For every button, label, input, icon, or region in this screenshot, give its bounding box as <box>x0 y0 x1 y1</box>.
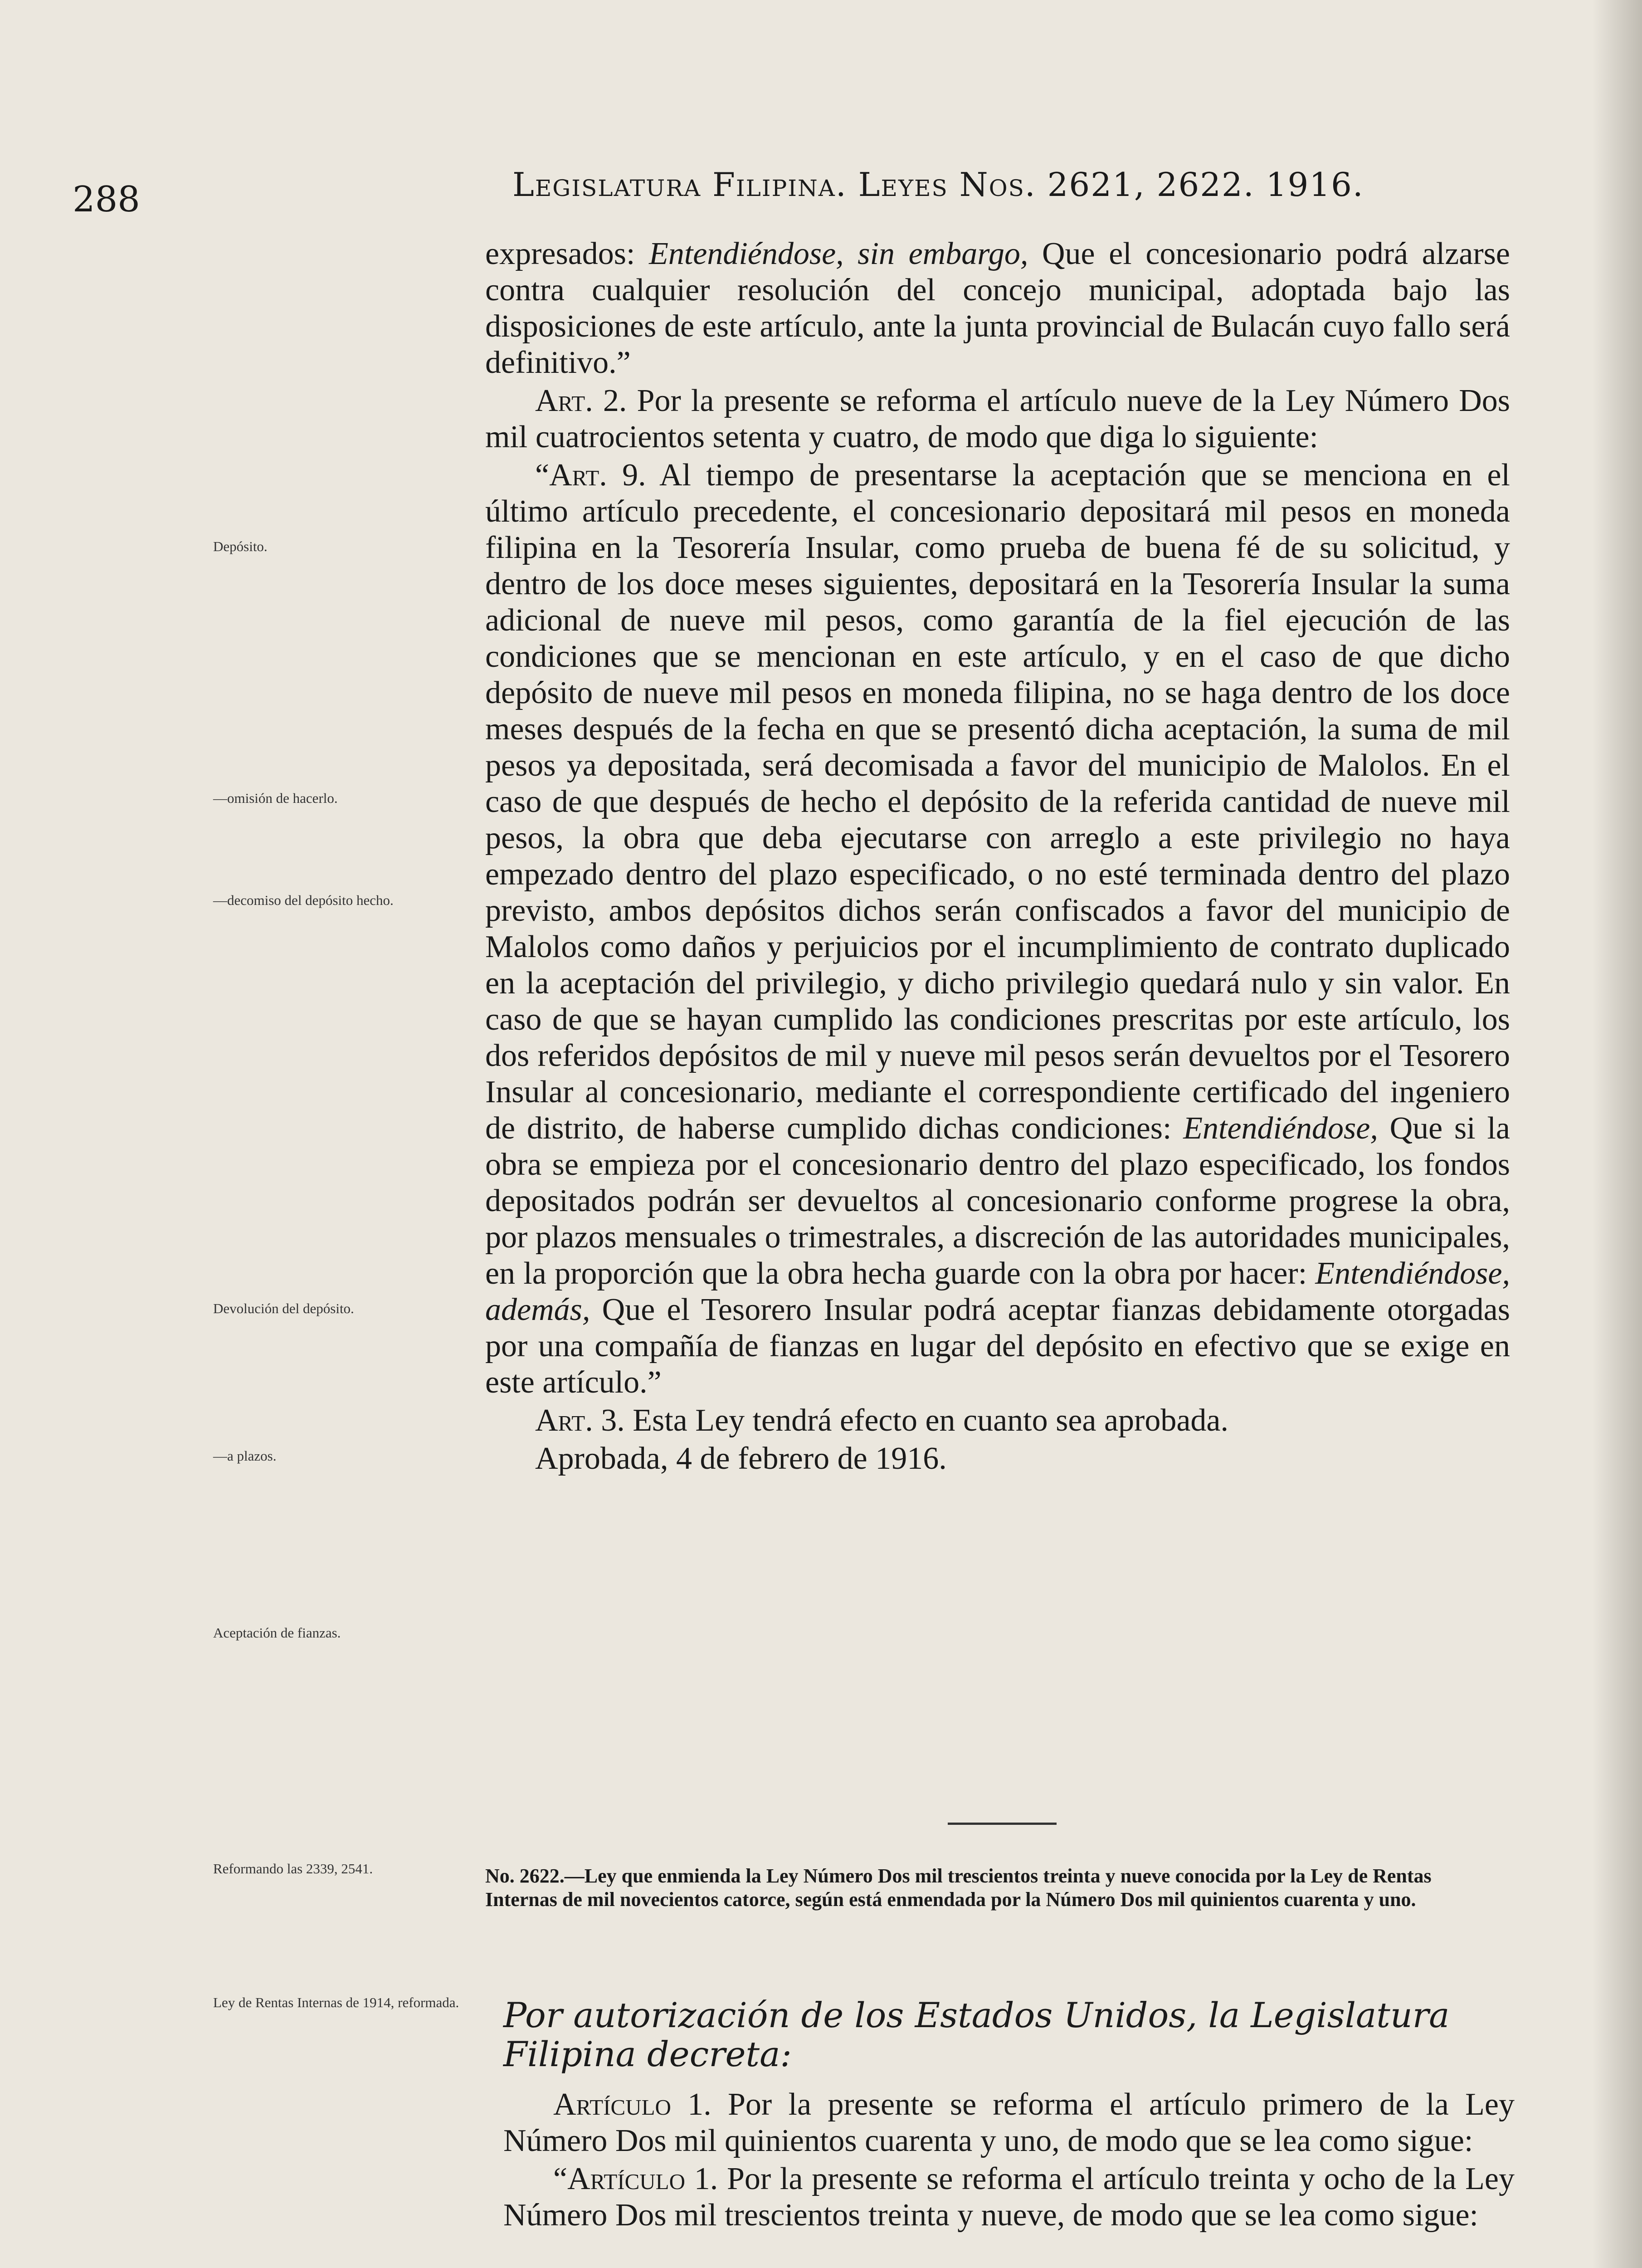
margin-note-aceptacion: Aceptación de fianzas. <box>213 1625 341 1641</box>
running-head: Legislatura Filipina. Leyes Nos. 2621, 2622. 1916. <box>512 166 1364 204</box>
law-2621-body <box>485 236 1510 1477</box>
paragraph-art-3: Art. 3. Esta Ley tendrá efecto en cuanto sea aprobada. <box>535 1403 1228 1438</box>
margin-note-plazos: —a plazos. <box>213 1448 277 1464</box>
page-number: 288 <box>73 179 140 220</box>
margin-note-decomiso: —decomiso del depósito hecho. <box>213 892 394 908</box>
paragraph-art-2: Art. 2. Por la presente se reforma el artículo nueve de la Ley Número Dos mil cuatrocientos setenta y cuatro, de modo que diga lo siguiente: <box>485 383 1510 455</box>
paragraph-articulo-1: Artículo 1. Por la presente se reforma el artículo primero de la Ley Número Dos mil quinientos cuarenta y uno, de modo que se lea como sigue: <box>503 2087 1515 2158</box>
law-2622-heading: No. 2622.—Ley que enmienda la Ley Número Dos mil trescientos treinta y nueve conocida por la Ley de Rentas Internas de mil novecientos catorce, según está enmendada por la Número Dos mil quinientos cuarenta y uno. <box>485 1865 1432 1911</box>
paragraph-continuation: expresados: Entendiéndose, sin embargo, Que el concesionario podrá alzarse contra cualquier resolución del concejo municipal, adoptada bajo las disposiciones de este artículo, ante la junta provincial de Bulacán cuyo fallo será definitivo.” <box>485 236 1510 380</box>
margin-note-ley-rentas: Ley de Rentas Internas de 1914, reformada. <box>213 1994 459 2010</box>
margin-note-deposito: Depósito. <box>213 538 268 554</box>
margin-note-omision: —omisión de hacerlo. <box>213 790 338 806</box>
section-separator <box>948 1823 1057 1825</box>
law-2622-body <box>503 2087 1515 2234</box>
paragraph-articulo-1-inner: “Artículo 1. Por la presente se reforma el artículo treinta y ocho de la Ley Número Dos mil trescientos treinta y nueve, de modo que se lea como sigue: <box>503 2161 1515 2233</box>
margin-note-reformando: Reformando las 2339, 2541. <box>213 1861 373 1877</box>
margin-note-devolucion: Devolución del depósito. <box>213 1300 354 1316</box>
paragraph-art-9: “Art. 9. Al tiempo de presentarse la aceptación que se menciona en el último artículo precedente, el concesionario depositará mil pesos en moneda filipina en la Tesorería Insular, como prueba de buena fé de su solicitud, y dentro de los doce meses siguientes, depositará en la Tesorería Insular la suma adicional de nueve mil pesos, como garantía de la fiel ejecución de las condiciones que se mencionan en este artículo, y en el caso de que dicho depósito de nueve mil pesos en moneda filipina, no se haga dentro de los doce meses después de la fecha en que se presentó dicha aceptación, la suma de mil pesos ya depositada, será decomisada a favor del municipio de Malolos. En el caso de que después de hecho el depósito de la referida cantidad de nueve mil pesos, la obra que deba ejecutarse con arreglo a este privilegio no haya empezado dentro del plazo especificado, o no esté terminada dentro del plazo previsto, ambos depósitos dichos serán confiscados a favor del municipio de Malolos como daños y perjuicios por el incumplimiento de contrato duplicado en la aceptación del privilegio, y dicho privilegio quedará nulo y sin valor. En caso de que se hayan cumplido las condiciones prescritas por este artículo, los dos referidos depósitos de mil y nueve mil pesos serán devueltos por el Tesorero Insular al concesionario, mediante el correspondiente certificado del ingeniero de distrito, de haberse cumplido dichas condiciones: Entendiéndose, Que si la obra se empieza por el concesionario dentro del plazo especificado, los fondos depositados podrán ser devueltos al concesionario conforme progrese la obra, por plazos mensuales o trimestrales, a discreción de las autoridades municipales, en la proporción que la obra hecha guarde con la obra por hacer: Entendiéndose, además, Que el Tesorero Insular podrá aceptar fianzas debidamente otorgadas por una compañía de fianzas en lugar del depósito en efectivo que se exige en este artículo.” <box>485 458 1510 1400</box>
page-edge-shadow <box>1592 0 1642 2268</box>
approval-date: Aprobada, 4 de febrero de 1916. <box>535 1441 947 1476</box>
enacting-clause: Por autorización de los Estados Unidos, la Legislatura Filipina decreta: <box>503 1995 1450 2074</box>
